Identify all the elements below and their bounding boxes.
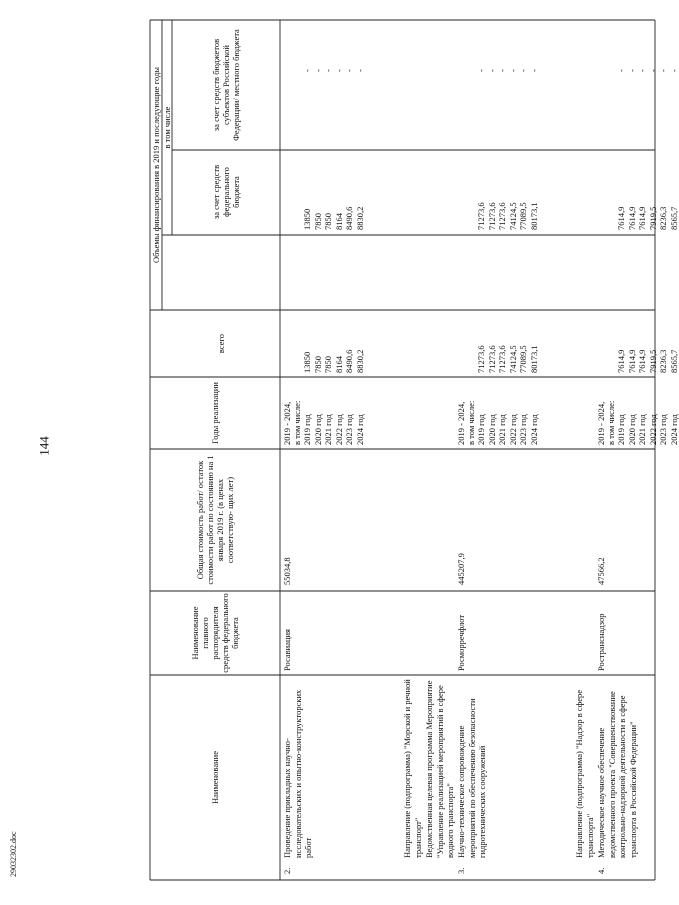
federal-cell: 77089,5 (518, 202, 528, 230)
total-cell: 71273,6 (476, 345, 486, 373)
footer-filename: 29032302.doc (9, 831, 18, 877)
year-cell: 2020 год (486, 414, 497, 445)
total-cell: 7850 (312, 356, 323, 373)
row-number: 4. (596, 867, 606, 874)
row-name: Проведение прикладных научно-исследовательских и опытно-конструкторских работ (282, 689, 313, 858)
total-cell: 7919,5 (647, 349, 658, 373)
year-cell: 2021 год (497, 414, 507, 445)
total-cell: 77089,5 (518, 345, 528, 373)
header-total: всего (216, 333, 226, 354)
year-cell: 2022 год (647, 414, 658, 445)
total-cell: 8490,6 (344, 349, 354, 373)
regional-cell: - (476, 69, 486, 72)
header-cost: Общая стоимость работ/ остаток стоимости работ по состоянию на 1 января 2019 г. (в ценах соответствую- щих лет) (195, 455, 235, 585)
federal-cell: 71273,6 (486, 202, 497, 230)
regional-cell: - (616, 69, 626, 72)
federal-cell: 8490,6 (344, 206, 354, 230)
regional-cell: - (486, 69, 497, 72)
total-list (476, 345, 539, 373)
regional-cell: - (658, 69, 668, 72)
total-cell: 7614,9 (637, 349, 647, 373)
federal-cell: 74124,5 (507, 202, 518, 230)
regional-cell: - (626, 69, 637, 72)
total-list (616, 350, 679, 373)
year-list (616, 414, 679, 445)
federal-cell: 7919,5 (647, 206, 658, 230)
regional-cell: - (497, 69, 507, 72)
year-cell: 2024 год (668, 414, 679, 445)
regional-cell: - (344, 69, 354, 72)
year-cell: 2021 год (323, 414, 333, 445)
year-cell: 2019 год (476, 414, 486, 445)
total-cell: 7614,9 (616, 349, 626, 373)
section-heading: Направление (подпрограмма) "Морской и речной транспорт" (402, 679, 423, 858)
regional-cell: - (507, 69, 518, 72)
federal-list (476, 202, 539, 230)
federal-cell: 7850 (312, 213, 323, 230)
total-cell: 8830,2 (354, 349, 365, 373)
year-list (476, 414, 539, 445)
header-funding: Объемы финансирования в 2019 и последующие годы (151, 66, 161, 264)
year-cell: 2023 год (344, 414, 354, 445)
federal-cell: 7614,9 (616, 206, 626, 230)
year-cell: 2022 год (507, 414, 518, 445)
total-list (302, 350, 365, 373)
year-cell: 2019 год (616, 414, 626, 445)
total-cell: 8236,3 (658, 349, 668, 373)
regional-list (476, 69, 539, 72)
row-manager: Росавиация (282, 629, 292, 671)
page-number: 144 (36, 436, 52, 456)
regional-cell: - (333, 69, 344, 72)
regional-cell: - (518, 69, 528, 72)
row-period: 2019 - 2024, (456, 401, 466, 445)
year-cell: 2019 год (302, 414, 312, 445)
header-name: Наименование (210, 751, 220, 804)
federal-cell: 8236,3 (658, 206, 668, 230)
federal-cell: 13850 (302, 208, 312, 230)
total-cell: 7850 (323, 356, 333, 373)
row-period: 2019 - 2024, (596, 401, 606, 445)
regional-list (302, 69, 365, 72)
row-manager: Росморречфлот (456, 614, 466, 671)
row-cost: 47566,2 (596, 557, 606, 585)
rotated-table (150, 20, 679, 880)
row-period-note: в том числе: (606, 400, 616, 445)
header-incl: в том числе (162, 106, 172, 149)
federal-cell: 7614,9 (626, 206, 637, 230)
year-cell: 2024 год (528, 414, 539, 445)
regional-list (616, 69, 679, 72)
federal-cell: 80173,1 (528, 202, 539, 230)
regional-cell: - (637, 69, 647, 72)
header-manager: Наименование главного распорядителя средств федерального бюджета (190, 593, 240, 673)
year-cell: 2020 год (312, 414, 323, 445)
federal-cell: 7850 (323, 213, 333, 230)
total-cell: 71273,6 (486, 345, 497, 373)
row-number: 3. (456, 867, 466, 874)
total-cell: 13850 (302, 351, 312, 373)
section-heading: Направление (подпрограмма) "Надзор в сфере транспорта" (574, 689, 595, 858)
year-list (302, 414, 365, 445)
total-cell: 7614,9 (626, 349, 637, 373)
regional-cell: - (647, 69, 658, 72)
row-name: Методическое научное обеспечение ведомственного проекта "Совершенствование контрольно-надзорной деятельности в сфере транспорта в Российской Федерации" (596, 691, 638, 858)
total-cell: 8565,7 (668, 349, 679, 373)
total-cell: 8164 (333, 356, 344, 373)
federal-cell: 71273,6 (497, 202, 507, 230)
row-cost: 445207,9 (456, 553, 466, 585)
year-cell: 2024 год (354, 414, 365, 445)
row-name: Научно-техническое сопровождение мероприятий по обеспечению безопасности гидротехнических сооружений (456, 698, 487, 858)
regional-cell: - (354, 69, 365, 72)
federal-cell: 71273,6 (476, 202, 486, 230)
program-heading: Ведомственная целевая программа Мероприятие "Управление реализацией мероприятий в сфере водного транспорта" (424, 680, 455, 858)
year-cell: 2020 год (626, 414, 637, 445)
row-manager: Ространснадзор (596, 613, 606, 671)
regional-cell: - (528, 69, 539, 72)
regional-cell: - (323, 69, 333, 72)
header-regional: за счет средств бюджетов субъектов Российской Федерации/ местного бюджета (211, 29, 241, 141)
total-cell: 80173,1 (528, 345, 539, 373)
federal-list (616, 207, 679, 230)
header-federal: за счет средств федерального бюджета (211, 164, 241, 220)
total-cell: 71273,6 (497, 345, 507, 373)
year-cell: 2023 год (658, 414, 668, 445)
federal-cell: 8830,2 (354, 206, 365, 230)
regional-cell: - (302, 69, 312, 72)
year-cell: 2022 год (333, 414, 344, 445)
federal-cell: 7614,9 (637, 206, 647, 230)
federal-cell: 8164 (333, 213, 344, 230)
row-period-note: в том числе: (466, 400, 476, 445)
federal-list (302, 207, 365, 230)
row-cost: 55034,8 (282, 557, 292, 585)
federal-cell: 8565,7 (668, 206, 679, 230)
year-cell: 2023 год (518, 414, 528, 445)
row-period-note: в том числе: (292, 400, 302, 445)
row-period: 2019 - 2024, (282, 401, 292, 445)
year-cell: 2021 год (637, 414, 647, 445)
total-cell: 74124,5 (507, 345, 518, 373)
header-years: Годы реализации (210, 382, 220, 444)
row-number: 2. (282, 867, 292, 874)
regional-cell: - (312, 69, 323, 72)
regional-cell: - (668, 69, 679, 72)
